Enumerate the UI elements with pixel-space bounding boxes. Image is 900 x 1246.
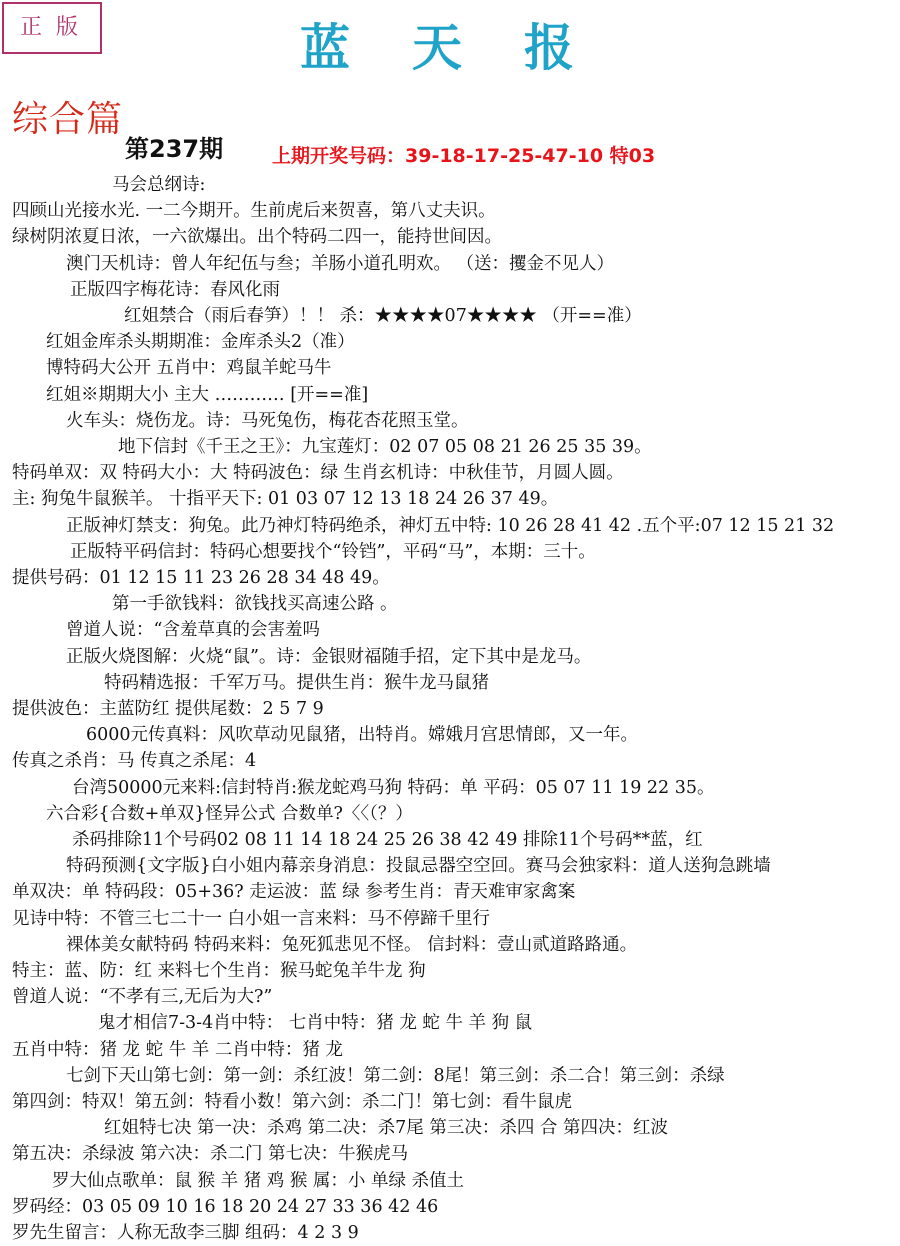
text-line: 鬼才相信7-3-4肖中特： 七肖中特：猪 龙 蛇 牛 羊 狗 鼠 (98, 1013, 533, 1034)
text-line: 第一手欲钱料：欲钱找买高速公路 。 (112, 594, 398, 615)
text-line: 罗大仙点歌单：鼠 猴 羊 猪 鸡 猴 属：小 单绿 杀值土 (52, 1170, 465, 1191)
text-line: 特主：蓝、防：红 来料七个生肖：猴马蛇兔羊牛龙 狗 (12, 961, 426, 981)
text-line: 红姐特七决 第一决：杀鸡 第二决：杀7尾 第三决：杀四 合 第四决：红波 (104, 1118, 668, 1139)
text-line: 台湾50000元来料:信封特肖:猴龙蛇鸡马狗 特码：单 平码：05 07 11 19 22 35。 (72, 777, 715, 798)
text-line: 澳门天机诗：曾人年纪伍与叁；羊肠小道孔明欢。 （送：攫金不见人） (66, 253, 615, 274)
text-line: 正版四字梅花诗：春风化雨 (70, 279, 280, 300)
text-line: 第五决：杀绿波 第六决：杀二门 第七决：牛猴虎马 (12, 1144, 409, 1165)
text-line: 火车头：烧伤龙。诗：马死兔伤，梅花杏花照玉堂。 (66, 410, 469, 431)
text-line: 特码单双：双 特码大小：大 特码波色：绿 生肖玄机诗：中秋佳节，月圆人圆。 (12, 463, 624, 484)
newspaper-title: 蓝天报 (300, 18, 636, 77)
issue-number: 第237期 (125, 135, 224, 163)
text-line: 绿树阴浓夏日浓，一六欲爆出。出个特码二四一，能持世间因。 (12, 227, 502, 248)
text-line: 特码精选报：千军万马。提供生肖：猴牛龙马鼠猪 (104, 672, 489, 693)
text-line: 6000元传真料：风吹草动见鼠猪，出特肖。嫦娥月宫思情郎，又一年。 (86, 725, 639, 746)
text-line: 单双决：单 特码段：05+36? 走运波：蓝 绿 参考生肖：青天难审家禽案 (12, 882, 576, 903)
text-line: 罗先生留言：人称无敌李三脚 组码：4 2 3 9 (12, 1223, 359, 1243)
text-line: 主: 狗兔牛鼠猴羊。 十指平天下: 01 03 07 12 13 18 24 26 37 49。 (12, 489, 559, 510)
text-line: 提供号码：01 12 15 11 23 26 28 34 48 49。 (12, 568, 390, 588)
text-line: 曾道人说：“含羞草真的会害羞吗 (66, 620, 320, 641)
genuine-edition-badge: 正版 (2, 2, 102, 54)
text-line: 第四剑：特双！第五剑：特看小数！第六剑：杀二门！第七剑：看牛鼠虎 (12, 1092, 572, 1112)
text-line: 红姐※期期大小 主大 ………… [开==准] (46, 384, 369, 405)
text-line: 马会总纲诗: (112, 175, 206, 195)
text-line: 五肖中特：猪 龙 蛇 牛 羊 二肖中特：猪 龙 (12, 1039, 343, 1060)
text-line: 红姐禁合（雨后春笋）！！ 杀：★★★★07★★★★ （开==准） (124, 306, 642, 326)
text-line: 传真之杀肖：马 传真之杀尾：4 (12, 751, 257, 772)
text-line: 博特码大公开 五肖中：鸡鼠羊蛇马牛 (46, 358, 332, 379)
text-line: 特码预测{文字版}白小姐内幕亲身消息：投鼠忌器空空回。赛马会独家料：道人送狗急跳墙 (66, 856, 771, 877)
text-line: 罗码经：03 05 09 10 16 18 20 24 27 33 36 42 46 (12, 1196, 439, 1217)
text-line: 杀码排除11个号码02 08 11 14 18 24 25 26 38 42 49 排除11个号码**蓝，红 (72, 830, 703, 850)
text-line: 地下信封《千王之王》：九宝莲灯：02 07 05 08 21 26 25 35 39。 (118, 437, 652, 457)
text-line: 曾道人说：“不孝有三,无后为大?” (12, 987, 273, 1008)
text-line: 正版火烧图解：火烧“鼠”。诗：金银财福随手招，定下其中是龙马。 (66, 646, 592, 667)
text-line: 七剑下天山第七剑：第一剑：杀红波！第二剑：8尾！第三剑：杀二合！第三剑：杀绿 (66, 1065, 725, 1086)
text-line: 见诗中特：不管三七二十一 白小姐一言来料：马不停蹄千里行 (12, 908, 491, 929)
text-line: 正版神灯禁支：狗兔。此乃神灯特码绝杀，神灯五中特: 10 26 28 41 42 .五个平:07 12 15 21 32 (66, 515, 835, 536)
text-line: 正版特平码信封：特码心想要找个“铃铛”，平码“马”，本期：三十。 (70, 541, 596, 562)
text-line: 裸体美女献特码 特码来料：兔死狐悲见不怪。 信封料：壹山贰道路路通。 (66, 934, 638, 955)
text-line: 六合彩{合数+单双}怪异公式 合数单?〈〈（？） (46, 803, 413, 824)
last-draw-numbers: 上期开奖号码：39-18-17-25-47-10 特03 (272, 145, 656, 167)
section-heading: 综合篇 (12, 99, 124, 140)
text-line: 四顾山光接水光. 一二今期开。生前虎后来贺喜，第八丈夫识。 (12, 201, 496, 222)
text-line: 红姐金库杀头期期准：金库杀头2（准） (46, 332, 355, 353)
text-line: 提供波色：主蓝防红 提供尾数：2 5 7 9 (12, 699, 324, 719)
